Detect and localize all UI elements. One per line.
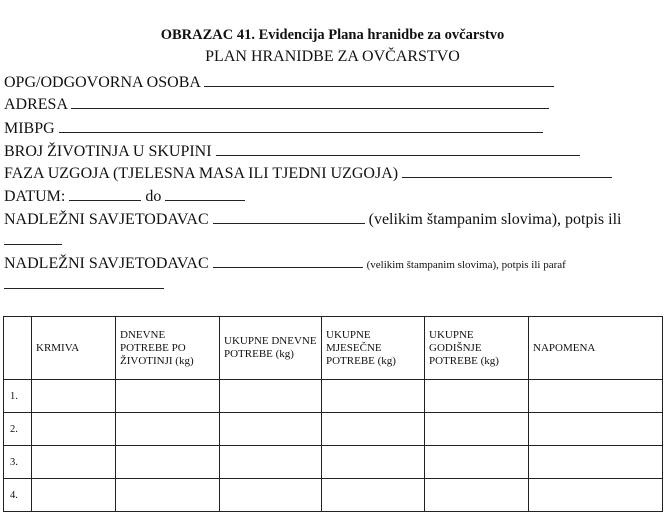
datum-line [4,186,245,206]
mibpg-label: MIBPG [4,120,55,137]
savjetodavac-1-signature-field[interactable] [4,230,62,245]
faza-uzgoja-line [4,163,612,183]
header-num [4,317,32,380]
opg-label: OPG/ODGOVORNA OSOBA [4,74,201,91]
header-ukupne-godisnje: UKUPNE GODIŠNJE POTREBE (kg) [425,317,529,380]
cell-ukupne-dnevne[interactable] [220,380,322,413]
cell-ukupne-mjesecne[interactable] [322,413,425,446]
savjetodavac-1-overflow-line [4,230,62,250]
table-row [4,413,663,446]
cell-krmiva[interactable] [32,446,116,479]
header-dnevne-po-zivotinji: DNEVNE POTREBE PO ŽIVOTINJI (kg) [116,317,220,380]
cell-krmiva[interactable] [32,479,116,512]
cell-ukupne-mjesecne[interactable] [322,479,425,512]
cell-dnevne-po-zivotinji[interactable] [116,479,220,512]
opg-field[interactable] [204,72,554,87]
cell-ukupne-godisnje[interactable] [425,479,529,512]
cell-napomena[interactable] [529,479,663,512]
header-krmiva: KRMIVA [32,317,116,380]
cell-ukupne-godisnje[interactable] [425,380,529,413]
datum-do-label: do [145,188,162,205]
cell-ukupne-godisnje[interactable] [425,446,529,479]
cell-krmiva[interactable] [32,413,116,446]
header-napomena: NAPOMENA [529,317,663,380]
cell-ukupne-godisnje[interactable] [425,413,529,446]
cell-ukupne-dnevne[interactable] [220,446,322,479]
cell-ukupne-dnevne[interactable] [220,479,322,512]
cell-dnevne-po-zivotinji[interactable] [116,446,220,479]
adresa-label: ADRESA [4,96,68,113]
row-number: 2. [4,413,32,446]
savjetodavac-2-signature-field[interactable] [4,274,164,289]
datum-to-field[interactable] [165,186,245,201]
broj-zivotinja-line [4,141,580,161]
table-row [4,380,663,413]
broj-zivotinja-label: BROJ ŽIVOTINJA U SKUPINI [4,143,212,160]
savjetodavac-2-label: NADLEŽNI SAVJETODAVAC [4,255,209,272]
savjetodavac-1-field[interactable] [213,209,365,224]
cell-ukupne-mjesecne[interactable] [322,446,425,479]
table-header-row [4,317,663,380]
header-ukupne-dnevne: UKUPNE DNEVNE POTREBE (kg) [220,317,322,380]
form-title: OBRAZAC 41. Evidencija Plana hranidbe za ovčarstvo [160,27,505,43]
savjetodavac-2-note: (velikim štampanim slovima), potpis ili paraf [366,259,566,271]
header-ukupne-mjesecne: UKUPNE MJESEČNE POTREBE (kg) [322,317,425,380]
broj-zivotinja-field[interactable] [216,141,580,156]
cell-krmiva[interactable] [32,380,116,413]
savjetodavac-1-label: NADLEŽNI SAVJETODAVAC [4,211,209,228]
table-row [4,479,663,512]
mibpg-line [4,118,543,138]
table-row [4,446,663,479]
feeding-plan-table [3,316,663,512]
row-number: 4. [4,479,32,512]
mibpg-field[interactable] [59,118,543,133]
cell-ukupne-dnevne[interactable] [220,413,322,446]
plan-title: PLAN HRANIDBE ZA OVČARSTVO [205,48,460,65]
adresa-field[interactable] [71,94,549,109]
row-number: 3. [4,446,32,479]
savjetodavac-1-note: (velikim štampanim slovima), potpis ili [368,211,622,228]
savjetodavac-2-overflow-line [4,274,164,294]
datum-label: DATUM: [4,188,66,205]
datum-from-field[interactable] [69,186,141,201]
cell-dnevne-po-zivotinji[interactable] [116,380,220,413]
row-number: 1. [4,380,32,413]
opg-line [4,72,554,92]
faza-uzgoja-field[interactable] [402,163,612,178]
cell-napomena[interactable] [529,446,663,479]
savjetodavac-2-field[interactable] [213,253,363,268]
savjetodavac-2-line [4,253,566,275]
faza-uzgoja-label: FAZA UZGOJA (TJELESNA MASA ILI TJEDNI UZGOJA) [4,165,399,182]
cell-napomena[interactable] [529,380,663,413]
adresa-line [4,94,549,114]
cell-napomena[interactable] [529,413,663,446]
cell-ukupne-mjesecne[interactable] [322,380,425,413]
cell-dnevne-po-zivotinji[interactable] [116,413,220,446]
savjetodavac-1-line [4,209,622,229]
